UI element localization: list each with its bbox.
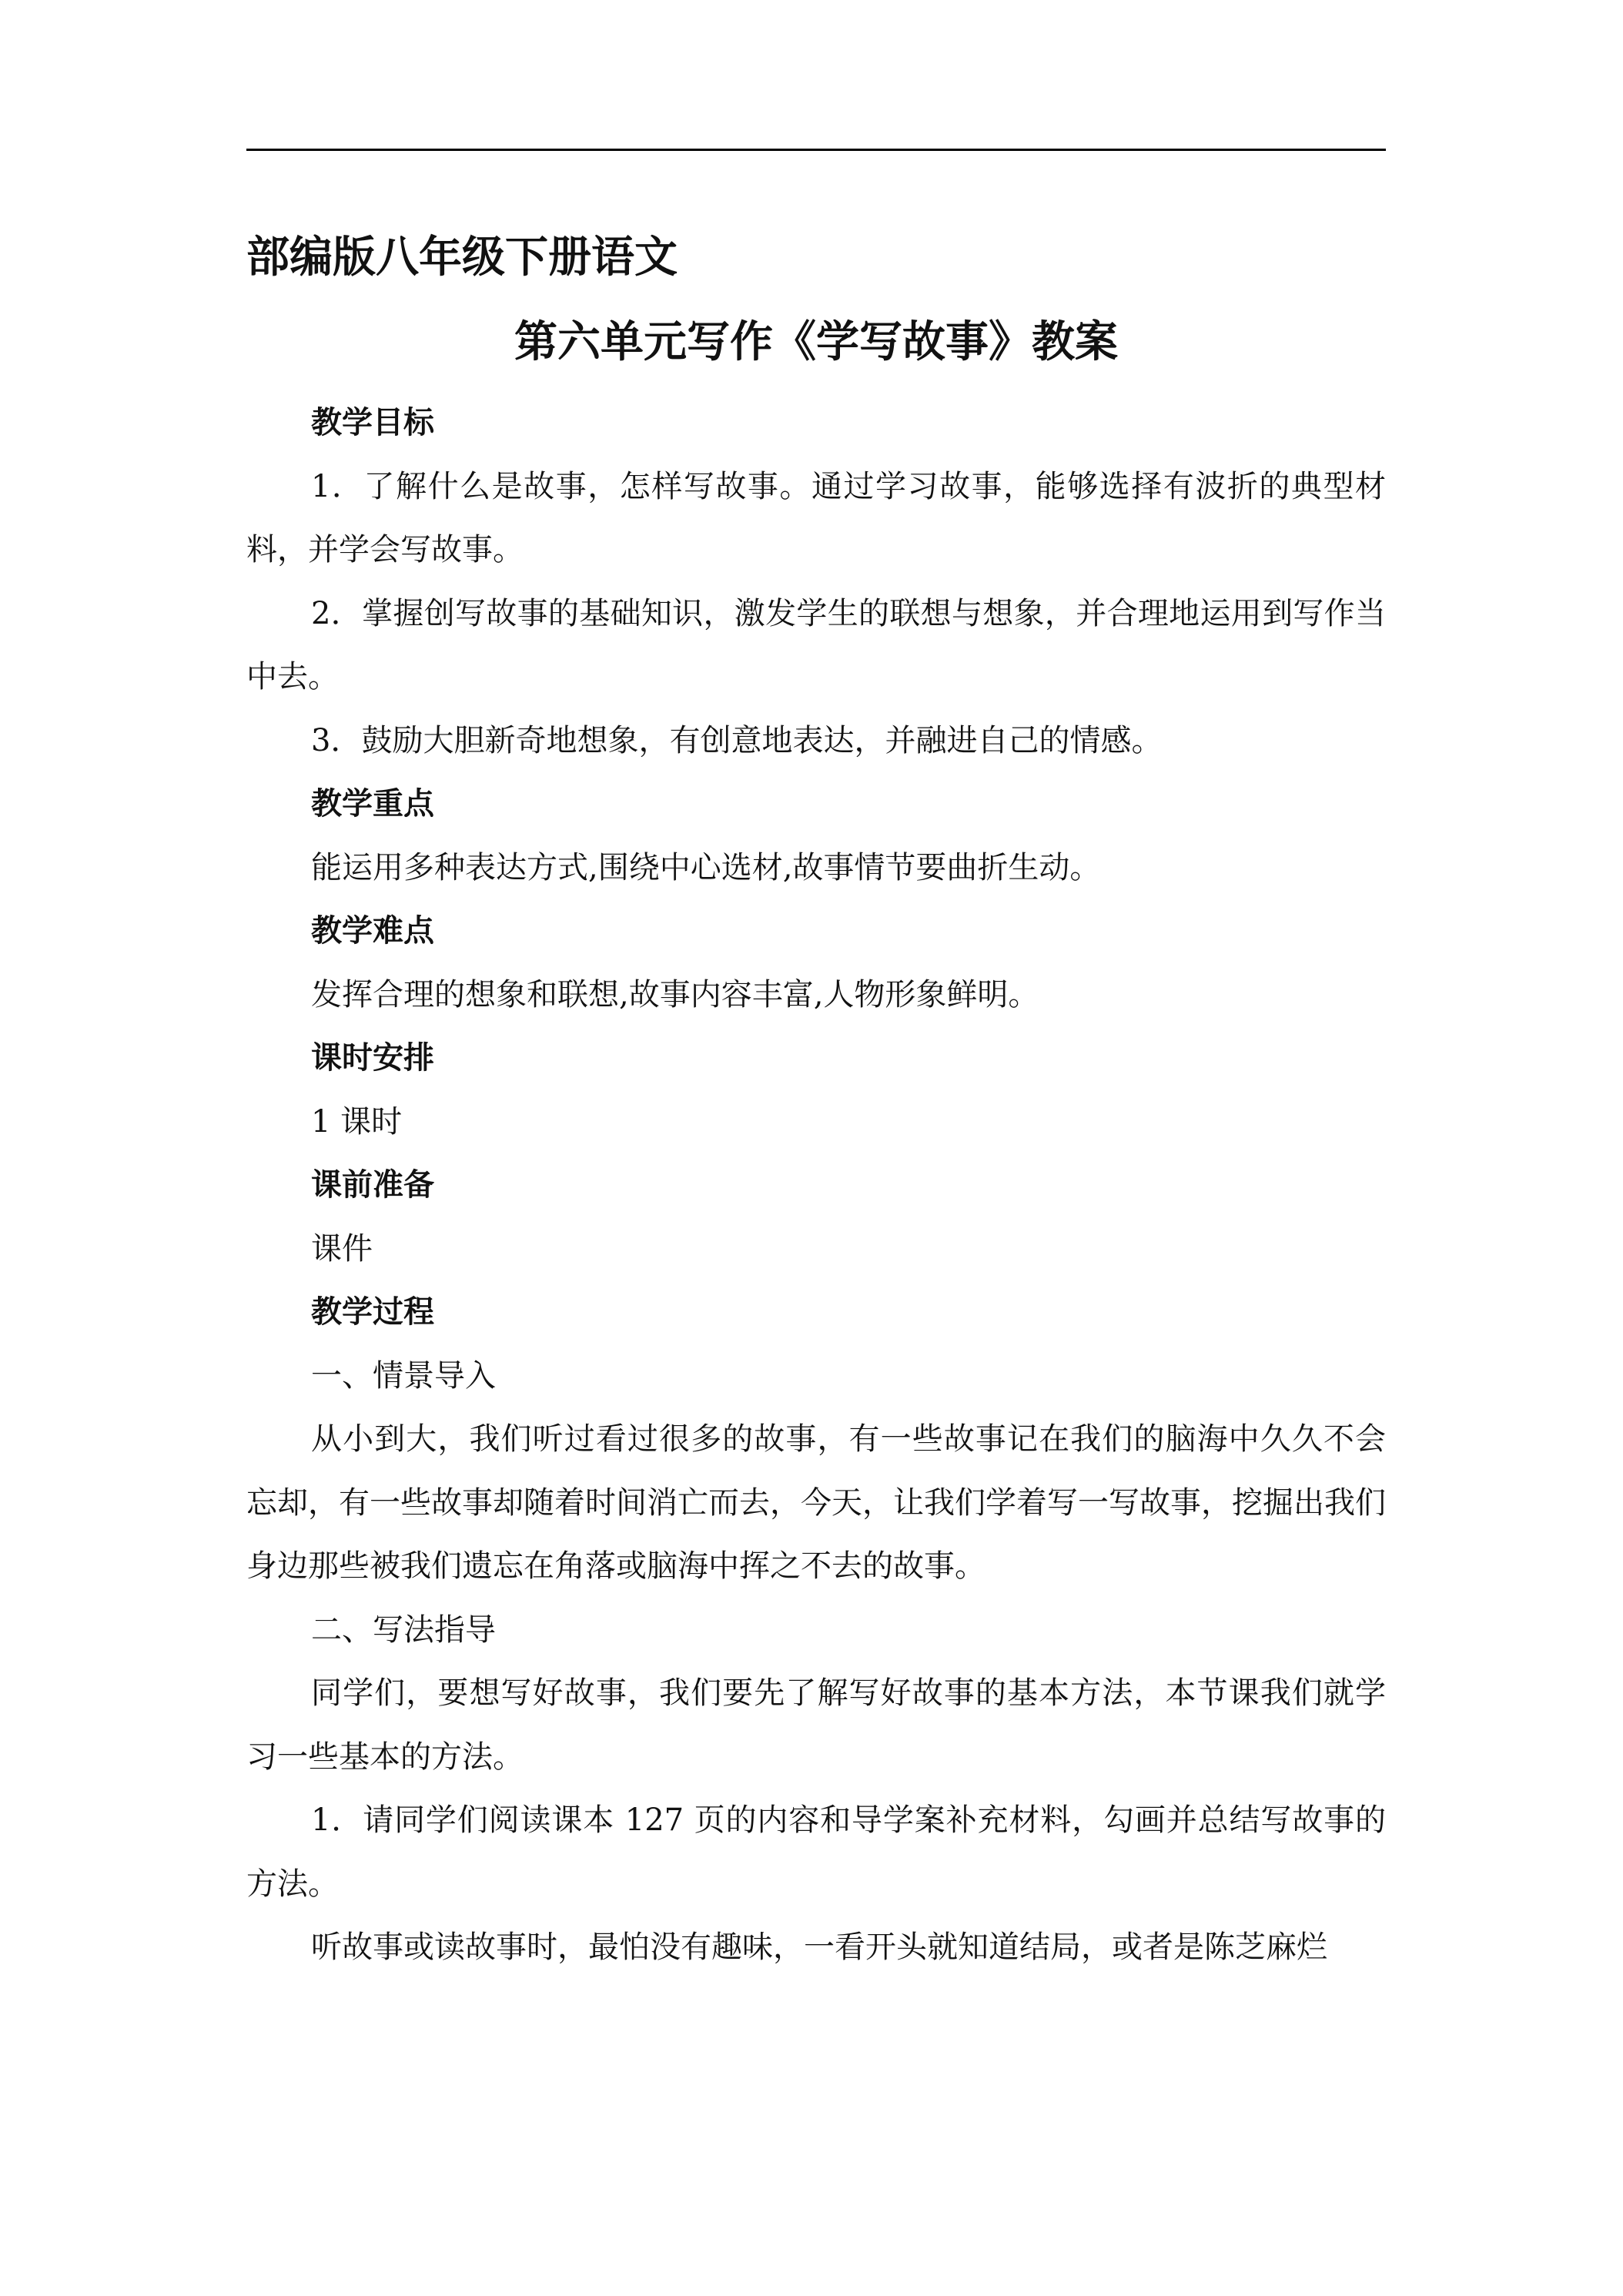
section-heading-key-points: 教学重点 (311, 786, 434, 822)
paragraph: 能运用多种表达方式,围绕中心选材,故事情节要曲折生动。 (311, 849, 1101, 885)
header-rule (246, 149, 1386, 151)
paragraph: 1．了解什么是故事，怎样写故事。通过学习故事，能够选择有波折的典型材料，并学会写故事。 (246, 468, 1386, 567)
paragraph: 2．掌握创写故事的基础知识，激发学生的联想与想象，并合理地运用到写作当中去。 (246, 595, 1386, 694)
section-heading-preparation: 课前准备 (311, 1167, 434, 1203)
paragraph: 听故事或读故事时，最怕没有趣味，一看开头就知道结局，或者是陈芝麻烂 (311, 1930, 1327, 1965)
paragraph: 课件 (311, 1230, 373, 1267)
paragraph: 发挥合理的想象和联想,故事内容丰富,人物形象鲜明。 (311, 976, 1039, 1012)
paragraph: 3．鼓励大胆新奇地想象，有创意地表达，并融进自己的情感。 (311, 722, 1163, 758)
paragraph: 从小到大，我们听过看过很多的故事，有一些故事记在我们的脑海中久久不会忘却，有一些故事却随着时间消亡而去，今天，让我们学着写一写故事，挖掘出我们身边那些被我们遗忘在角落或脑海中挥之不去的故事。 (246, 1421, 1386, 1584)
paragraph: 同学们，要想写好故事，我们要先了解写好故事的基本方法，本节课我们就学习一些基本的方法。 (246, 1675, 1386, 1775)
paragraph: 1．请同学们阅读课本 127 页的内容和导学案补充材料，勾画并总结写故事的方法。 (246, 1802, 1386, 1902)
document-title: 部编版八年级下册语文 (246, 233, 678, 283)
paragraph: 1 课时 (311, 1103, 403, 1140)
subsection-label: 二、写法指导 (311, 1612, 496, 1648)
section-heading-difficulties: 教学难点 (311, 913, 434, 949)
section-heading-process: 教学过程 (311, 1294, 434, 1330)
document-body (246, 391, 1386, 1980)
section-heading-objectives: 教学目标 (311, 405, 434, 440)
subsection-label: 一、情景导入 (311, 1357, 496, 1394)
section-heading-schedule: 课时安排 (311, 1040, 434, 1076)
document-subtitle: 第六单元写作《学写故事》教案 (514, 317, 1118, 367)
